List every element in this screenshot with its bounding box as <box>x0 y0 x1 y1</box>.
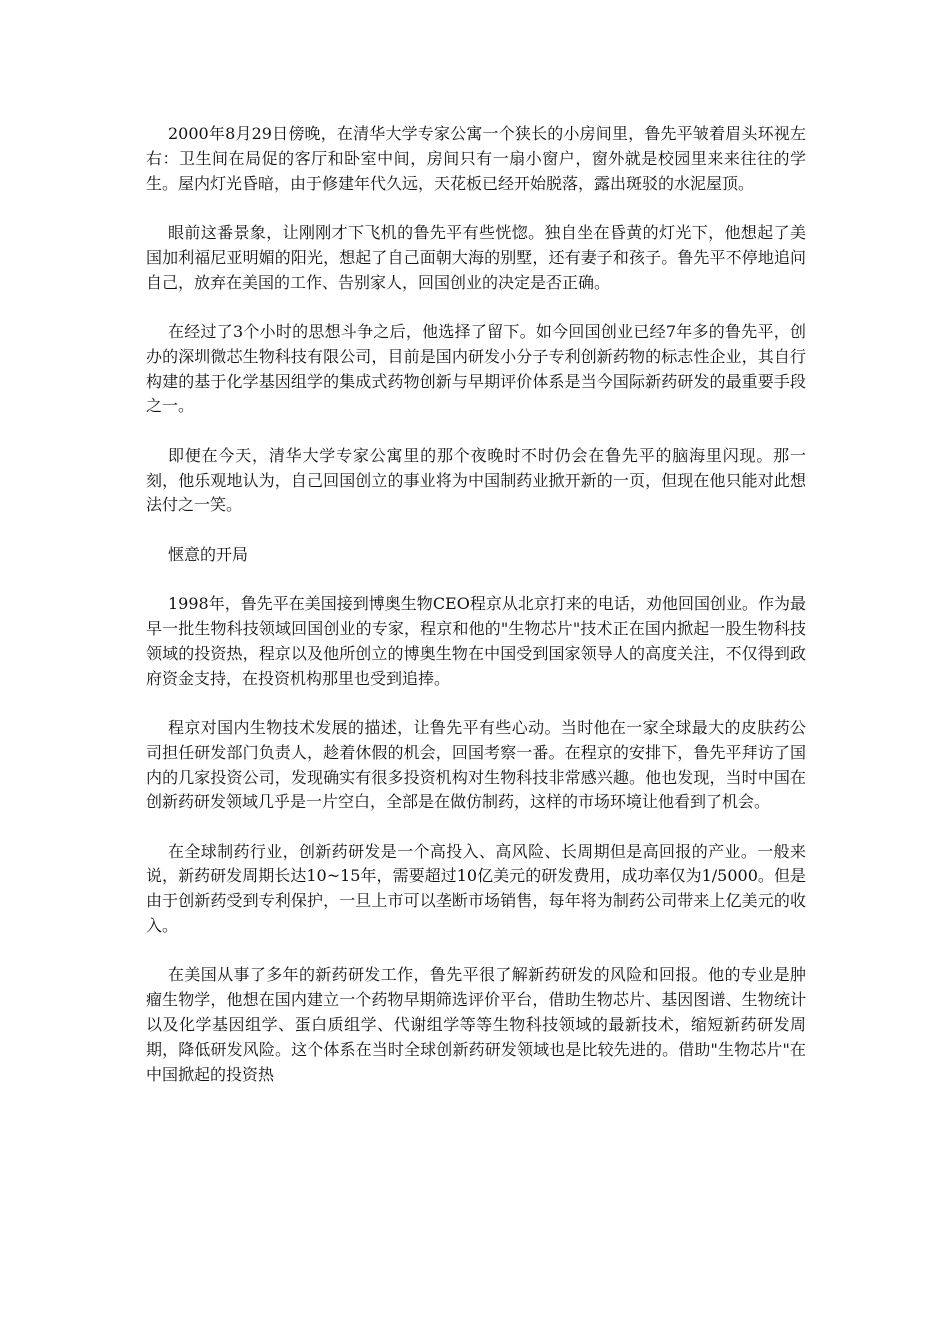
document-body <box>146 122 806 1112</box>
paragraph-7: 在全球制药行业，创新药研发是一个高投入、高风险、长周期但是高回报的产业。一般来说，新药研发周期长达10~15年，需要超过10亿美元的研发费用，成功率仅为1/5000。但是由于创新药受到专利保护，一旦上市可以垄断市场销售，每年将为制药公司带来上亿美元的收入。 <box>146 841 806 936</box>
paragraph-1: 2000年8月29日傍晚，在清华大学专家公寓一个狭长的小房间里，鲁先平皱着眉头环视左右：卫生间在局促的客厅和卧室中间，房间只有一扇小窗户，窗外就是校园里来来往往的学生。屋内灯光昏暗，由于修建年代久远，天花板已经开始脱落，露出斑驳的水泥屋顶。 <box>146 124 806 193</box>
paragraph-8: 在美国从事了多年的新药研发工作，鲁先平很了解新药研发的风险和回报。他的专业是肿瘤生物学，他想在国内建立一个药物早期筛选评价平台，借助生物芯片、基因图谱、生物统计以及化学基因组学、蛋白质组学、代谢组学等等生物科技领域的最新技术，缩短新药研发周期，降低研发风险。这个体系在当时全球创新药研发领域也是比较先进的。借助"生物芯片"在中国掀起的投资热 <box>146 965 806 1084</box>
paragraph-2: 眼前这番景象，让刚刚才下飞机的鲁先平有些恍惚。独自坐在昏黄的灯光下，他想起了美国加利福尼亚明媚的阳光，想起了自己面朝大海的别墅，还有妻子和孩子。鲁先平不停地追问自己，放弃在美国的工作、告别家人，回国创业的决定是否正确。 <box>146 222 806 292</box>
section-heading: 惬意的开局 <box>168 544 249 564</box>
paragraph-4: 即便在今天，清华大学专家公寓里的那个夜晚时不时仍会在鲁先平的脑海里闪现。那一刻，他乐观地认为，自己回国创立的事业将为中国制药业掀开新的一页，但现在他只能对此想法付之一笑。 <box>146 445 806 515</box>
paragraph-5: 1998年，鲁先平在美国接到博奥生物CEO程京从北京打来的电话，劝他回国创业。作为最早一批生物科技领域回国创业的专家，程京和他的"生物芯片"技术正在国内掀起一股生物科技领域的投资热，程京以及他所创立的博奥生物在中国受到国家领导人的高度关注，不仅得到政府资金支持，在投资机构那里也受到追捧。 <box>146 594 806 688</box>
paragraph-6: 程京对国内生物技术发展的描述，让鲁先平有些心动。当时他在一家全球最大的皮肤药公司担任研发部门负责人，趁着休假的机会，回国考察一番。在程京的安排下，鲁先平拜访了国内的几家投资公司，发现确实有很多投资机构对生物科技非常感兴趣。他也发现，当时中国在创新药研发领域几乎是一片空白，全部是在做仿制药，这样的市场环境让他看到了机会。 <box>146 717 806 812</box>
paragraph-3: 在经过了3个小时的思想斗争之后，他选择了留下。如今回国创业已经7年多的鲁先平，创办的深圳微芯生物科技有限公司，目前是国内研发小分子专利创新药物的标志性企业，其自行构建的基于化学基因组学的集成式药物创新与早期评价体系是当今国际新药研发的最重要手段之一。 <box>146 321 806 416</box>
